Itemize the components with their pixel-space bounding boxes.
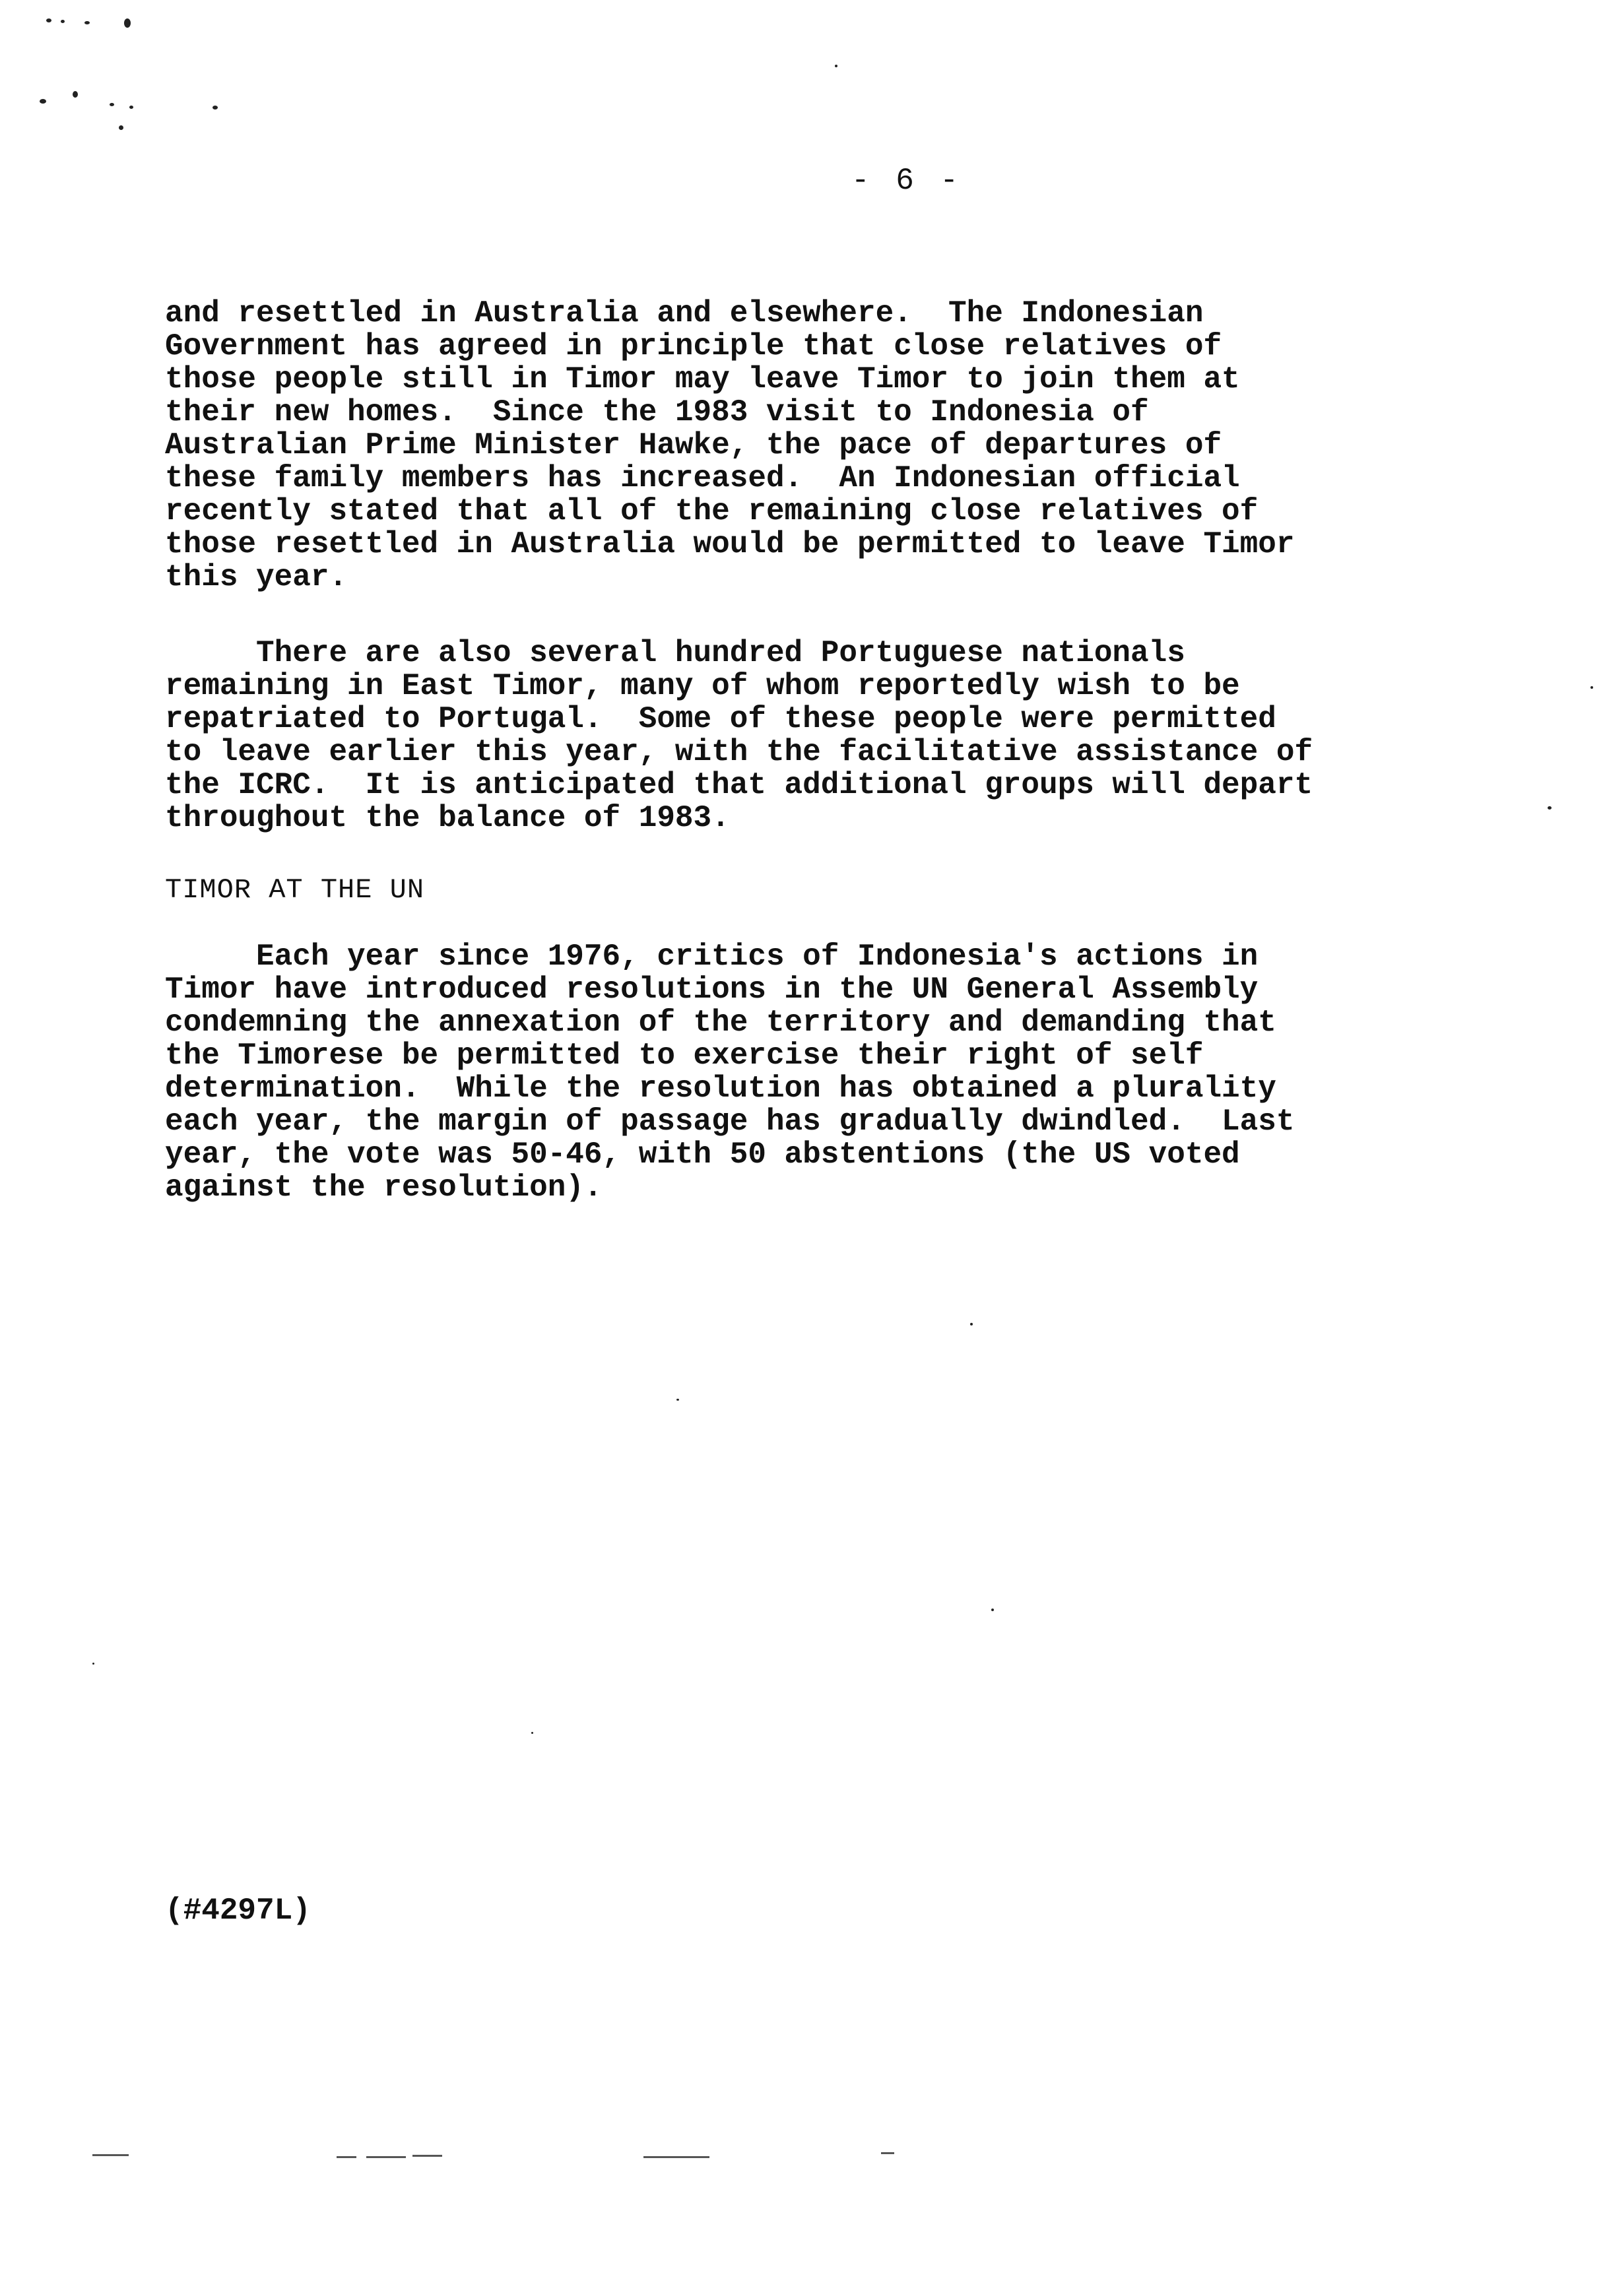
scan-speck <box>1590 686 1593 689</box>
paragraph-resettlement: and resettled in Australia and elsewhere. The Indonesian Government has agreed in principle that close relatives of those people still in Timor may leave Timor to join them at their new homes. Since the 1983 visit to Indonesia of Australian Prime Minister Hawke, the pace of departures of these family members has increased. An Indonesian official recently stated that all of the remaining close relatives of those resettled in Australia would be permitted to leave Timor this year. <box>165 296 1295 594</box>
document-reference: (#4297L) <box>165 1894 311 1928</box>
scan-speck <box>119 125 123 130</box>
scan-speck <box>73 91 78 98</box>
scan-dash <box>366 2156 406 2158</box>
paragraph-portuguese-nationals: There are also several hundred Portuguese nationals remaining in East Timor, many of whom reportedly wish to be repatriated to Portugal. Some of these people were permitted to leave earlier this year, with the facilitative assistance of the ICRC. It is anticipated that additional groups will depart throughout the balance of 1983. <box>165 636 1313 835</box>
scan-speck <box>84 21 90 24</box>
section-heading: TIMOR AT THE UN <box>165 874 425 906</box>
scan-speck <box>110 103 114 106</box>
scan-speck <box>61 20 65 23</box>
scan-speck <box>124 18 131 28</box>
scan-speck <box>676 1399 679 1401</box>
scan-speck <box>1548 806 1552 810</box>
scan-speck <box>213 106 218 110</box>
scan-speck <box>531 1732 533 1734</box>
scan-speck <box>92 1663 94 1665</box>
scan-dash <box>643 2156 709 2158</box>
scan-speck <box>970 1323 973 1325</box>
paragraph-un-resolutions: Each year since 1976, critics of Indonesia's actions in Timor have introduced resolutions in the UN General Assembly condemning the annexation of the territory and demanding that the Timorese be permitted to exercise their right of self determination. While the resolution has obtained a plurality each year, the margin of passage has gradually dwindled. Last year, the vote was 50-46, with 50 abstentions (the US voted against the resolution). <box>165 940 1295 1205</box>
scan-dash <box>337 2156 356 2158</box>
scan-dash <box>412 2155 442 2157</box>
scan-speck <box>40 99 46 104</box>
scan-speck <box>46 18 51 22</box>
scan-dash <box>92 2154 129 2156</box>
scan-dash <box>881 2152 894 2154</box>
scan-speck <box>991 1609 994 1611</box>
page-number: - 6 - <box>851 164 963 198</box>
scan-speck <box>129 106 133 109</box>
scan-speck <box>835 65 837 67</box>
